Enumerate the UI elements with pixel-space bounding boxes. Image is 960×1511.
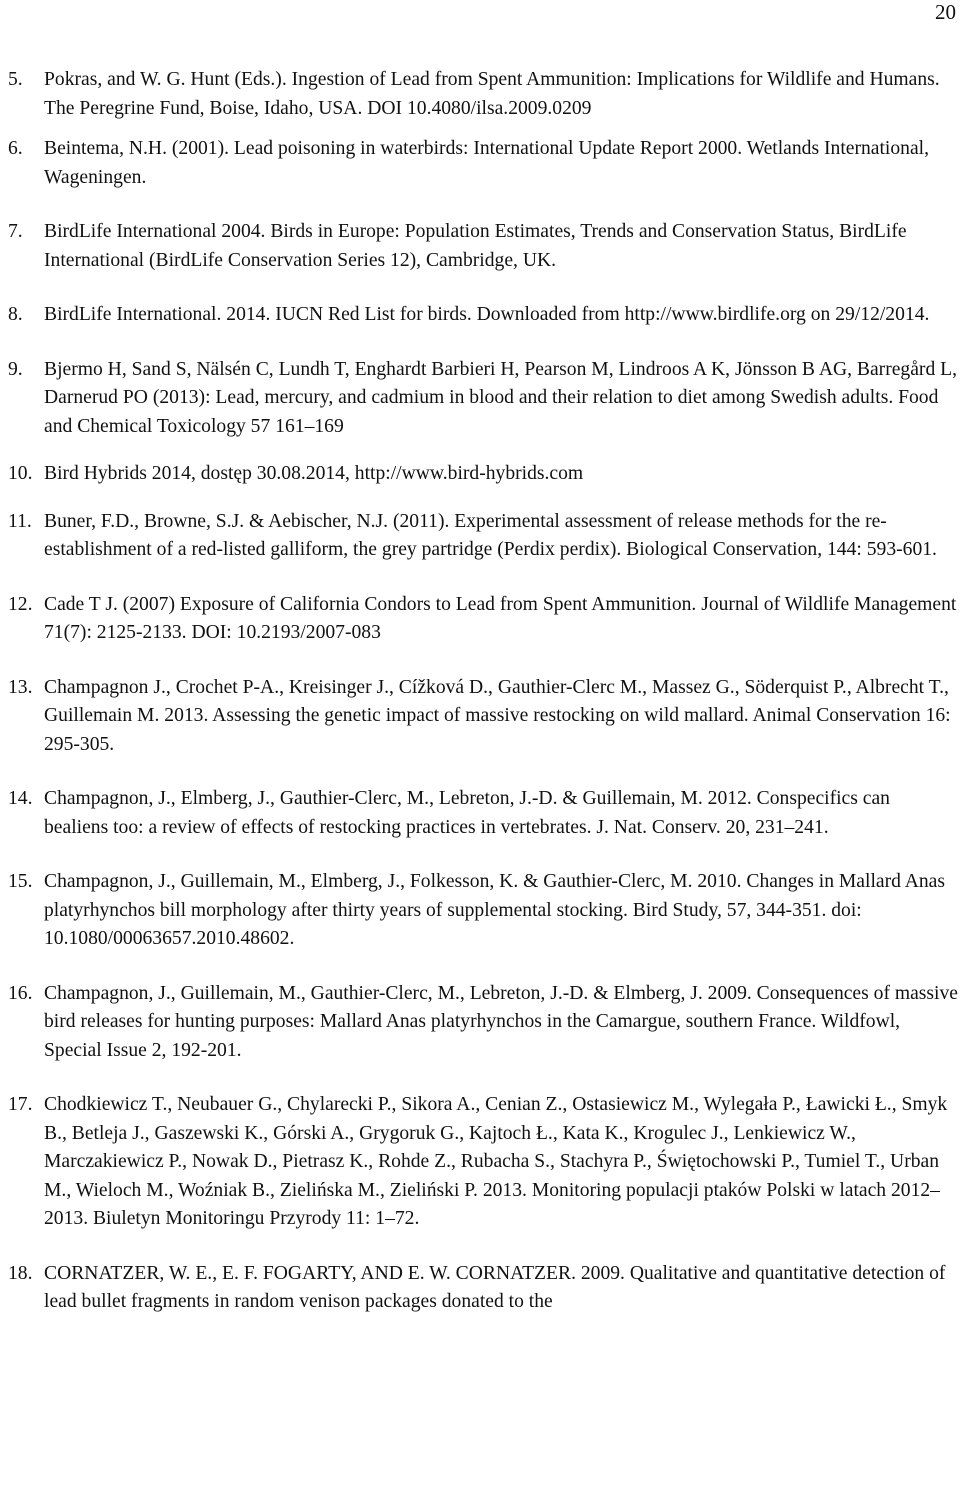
reference-number: 15. [8,871,33,892]
reference-item [8,301,958,330]
reference-text: BirdLife International. 2014. IUCN Red List for birds. Downloaded from http://www.birdlife.org on 29/12/2014. [44,304,930,325]
reference-number: 17. [8,1094,33,1115]
reference-item [8,868,958,954]
reference-text: Chodkiewicz T., Neubauer G., Chylarecki P., Sikora A., Cenian Z., Ostasiewicz M., Wylegała P., Ławicki Ł., Smyk B., Betleja J., Gaszewski K., Górski A., Grygoruk G., Kajtoch Ł., Kata K., Krogulec J., Lenkiewicz W., Marczakiewicz P., Nowak D., Pietrasz K., Rohde Z., Rubacha S., Stachyra P., Świętochowski P., Tumiel T., Urban M., Wieloch M., Woźniak B., Zielińska M., Zieliński P. 2013. Monitoring populacji ptaków Polski w latach 2012–2013. Biuletyn Monitoringu Przyrody 11: 1–72. [44,1094,948,1229]
reference-list [8,66,958,1317]
reference-number: 5. [8,69,23,90]
page-number: 20 [935,0,956,24]
reference-item [8,356,958,442]
reference-text: Bird Hybrids 2014, dostęp 30.08.2014, http://www.bird-hybrids.com [44,463,584,484]
reference-item [8,135,958,192]
reference-text: Beintema, N.H. (2001). Lead poisoning in waterbirds: International Update Report 2000. Wetlands International, Wageningen. [44,138,929,188]
reference-item [8,785,958,842]
reference-text: Champagnon, J., Guillemain, M., Elmberg, J., Folkesson, K. & Gauthier-Clerc, M. 2010. Changes in Mallard Anas platyrhynchos bill morphology after thirty years of supplemental stocking. Bird Study, 57, 344-351. doi: 10.1080/00063657.2010.48602. [44,871,945,949]
reference-number: 13. [8,676,33,698]
reference-text: Champagnon, J., Guillemain, M., Gauthier-Clerc, M., Lebreton, J.-D. & Elmberg, J. 2009. Consequences of massive bird releases for hunting purposes: Mallard Anas platyrhynchos in the Camargue, southern France. Wildfowl, Special Issue 2, 192-201. [44,982,958,1061]
reference-number: 16. [8,982,33,1004]
reference-text: Bjermo H, Sand S, Nälsén C, Lundh T, Enghardt Barbieri H, Pearson M, Lindroos A K, Jönsson B AG, Barregård L, Darnerud PO (2013): Lead, mercury, and cadmium in blood and their relation to diet among Swedish adults. Food and Chemical Toxicology 57 161–169 [44,358,958,437]
reference-text: Champagnon, J., Elmberg, J., Gauthier-Clerc, M., Lebreton, J.-D. & Guillemain, M. 2012. Conspecifics can bealiens too: a review of effects of restocking practices in vertebrates. J. Nat. Conserv. 20, 231–241. [44,788,890,838]
reference-number: 10. [8,463,33,484]
reference-item [8,66,958,123]
reference-number: 18. [8,1262,33,1284]
reference-number: 12. [8,593,33,615]
reference-number: 9. [8,358,23,380]
reference-number: 14. [8,788,33,809]
reference-item [8,460,958,489]
reference-item [8,591,958,648]
reference-item [8,980,958,1066]
reference-number: 6. [8,138,23,159]
reference-text: Cade T J. (2007) Exposure of California Condors to Lead from Spent Ammunition. Journal of Wildlife Management 71(7): 2125-2133. DOI: 10.2193/2007-083 [44,593,957,643]
reference-item [8,508,958,565]
reference-item [8,674,958,760]
reference-text: Buner, F.D., Browne, S.J. & Aebischer, N.J. (2011). Experimental assessment of release methods for the re-establishment of a red-listed galliform, the grey partridge (Perdix perdix). Biological Conservation, 144: 593-601. [44,510,937,560]
reference-item [8,1091,958,1234]
reference-text: Champagnon J., Crochet P-A., Kreisinger J., Cížková D., Gauthier-Clerc M., Massez G., Söderquist P., Albrecht T., Guillemain M. 2013. Assessing the genetic impact of massive restocking on wild mallard. Animal Conservation 16: 295-305. [44,676,951,755]
reference-text: CORNATZER, W. E., E. F. FOGARTY, AND E. W. CORNATZER. 2009. Qualitative and quantitative detection of lead bullet fragments in random venison packages donated to the [44,1262,946,1312]
reference-text: BirdLife International 2004. Birds in Europe: Population Estimates, Trends and Conservation Status, BirdLife International (BirdLife Conservation Series 12), Cambridge, UK. [44,221,907,271]
reference-item [8,1260,958,1317]
reference-number: 8. [8,304,23,325]
reference-item [8,218,958,275]
reference-text: Pokras, and W. G. Hunt (Eds.). Ingestion of Lead from Spent Ammunition: Implications for Wildlife and Humans. The Peregrine Fund, Boise, Idaho, USA. DOI 10.4080/ilsa.2009.0209 [44,69,940,119]
reference-number: 7. [8,221,23,242]
reference-number: 11. [8,510,32,532]
